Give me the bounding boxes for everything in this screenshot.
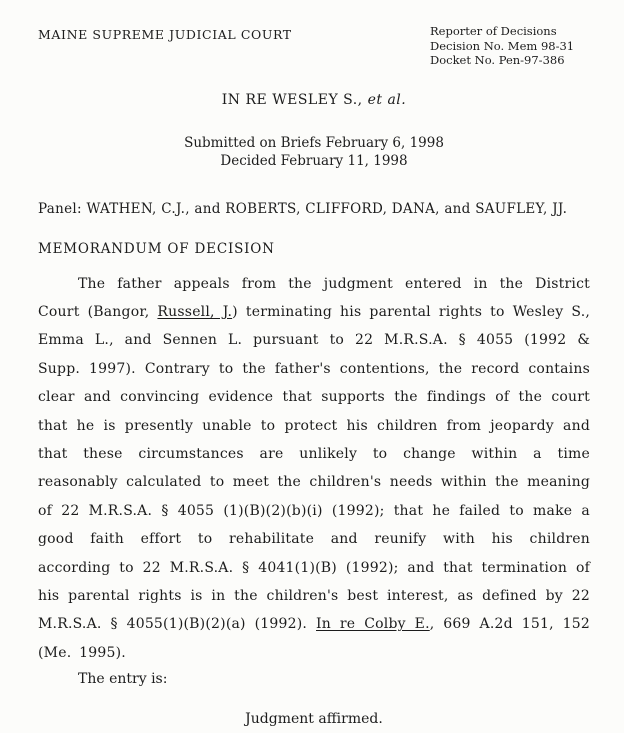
case-title-text: IN RE WESLEY S.,	[221, 91, 368, 108]
decision-body-paragraph	[38, 270, 590, 668]
case-title	[38, 92, 590, 108]
document-header	[38, 24, 590, 68]
body-text-segment: ) terminating his parental rights to Wesley S., Emma L., and Sennen L. pursuant to 22 M.R.S.A. § 4055 (1992 & Supp. 1997). Contrary to the father's contentions, the record contains clear and convincing evidence that supports the findings of the court that he is presently unable to protect his children from jeopardy and that these circumstances are unlikely to change within a time reasonably calculated to meet the children's needs within the meaning of 22 M.R.S.A. § 4055 (1)(B)(2)(b)(i) (1992); that he failed to make a good faith effort to rehabilitate and reunify with his children according to 22 M.R.S.A. § 4041(1)(B) (1992); and that termination of his parental rights is in the children's best interest, as defined by 22 M.R.S.A. § 4055(1)(B)(2)(a) (1992).	[38, 303, 591, 633]
disposition-line: Judgment affirmed.	[245, 711, 383, 728]
submitted-date: Submitted on Briefs February 6, 1998	[184, 134, 444, 151]
decided-date: Decided February 11, 1998	[220, 152, 408, 169]
dates-block	[38, 134, 590, 170]
docket-number: Docket No. Pen-97-386	[430, 53, 565, 67]
decision-number: Decision No. Mem 98-31	[430, 38, 575, 53]
section-heading: MEMORANDUM OF DECISION	[38, 240, 275, 257]
body-text-segment: The father appeals from the judgment entered in the District Court (Bangor,	[38, 275, 590, 320]
reporter-block	[430, 24, 590, 68]
body-text-segment: , 669 A.2d 151, 152 (Me. 1995).	[38, 616, 591, 661]
court-name: MAINE SUPREME JUDICIAL COURT	[38, 27, 292, 42]
underlined-citation: In re Colby E.	[316, 616, 430, 633]
reporter-line: Reporter of Decisions	[430, 24, 557, 38]
entry-line: The entry is:	[78, 671, 168, 688]
underlined-citation: Russell, J.	[157, 303, 233, 320]
panel-line: Panel: WATHEN, C.J., and ROBERTS, CLIFFORD, DANA, and SAUFLEY, JJ.	[38, 200, 568, 217]
case-title-et-al: et al.	[367, 91, 407, 108]
